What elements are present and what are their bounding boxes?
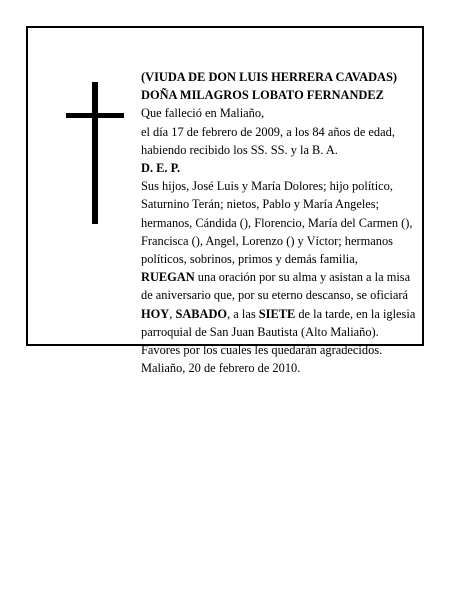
rip-line: D. E. P. xyxy=(141,161,181,176)
text-line: Que falleció en Maliaño, xyxy=(141,106,265,121)
notice-text xyxy=(141,68,447,377)
obituary-notice xyxy=(26,26,424,376)
text-line: habiendo recibido los SS. SS. y la B. A. xyxy=(141,142,338,157)
text-line: políticos, sobrinos, primos y demás familia, xyxy=(141,252,358,267)
text-line: Sus hijos, José Luis y María Dolores; hijo político, xyxy=(141,179,393,194)
date-line: Maliaño, 20 de febrero de 2010. xyxy=(141,361,301,376)
text-line: HOY, SABADO, a las SIETE de la tarde, en la iglesia xyxy=(141,306,416,321)
text-line: el día 17 de febrero de 2009, a los 84 años de edad, xyxy=(141,124,395,139)
ruegan-word: RUEGAN xyxy=(141,270,195,285)
sabado-word: SABADO xyxy=(175,306,228,321)
widow-of-line: (VIUDA DE DON LUIS HERRERA CAVADAS) xyxy=(141,70,398,84)
text-line: hermanos, Cándida (), Florencio, María del Carmen (), xyxy=(141,215,413,230)
cross-icon-horizontal-bar xyxy=(66,113,124,118)
text-line: Saturnino Terán; nietos, Pablo y María Angeles; xyxy=(141,197,380,212)
siete-word: SIETE xyxy=(258,306,296,321)
text-line: Favores por los cuales les quedarán agradecidos. xyxy=(141,343,383,358)
text-line: parroquial de San Juan Bautista (Alto Maliaño). xyxy=(141,324,379,339)
deceased-name: DOÑA MILAGROS LOBATO FERNANDEZ xyxy=(141,88,384,103)
text-line: Francisca (), Angel, Lorenzo () y Víctor; hermanos xyxy=(141,233,393,248)
text-line: de aniversario que, por su eterno descanso, se oficiará xyxy=(141,288,408,303)
cross-icon-vertical-bar xyxy=(92,82,98,224)
text-line: RUEGAN una oración por su alma y asistan a la misa xyxy=(141,270,411,285)
hoy-word: HOY xyxy=(141,306,170,321)
